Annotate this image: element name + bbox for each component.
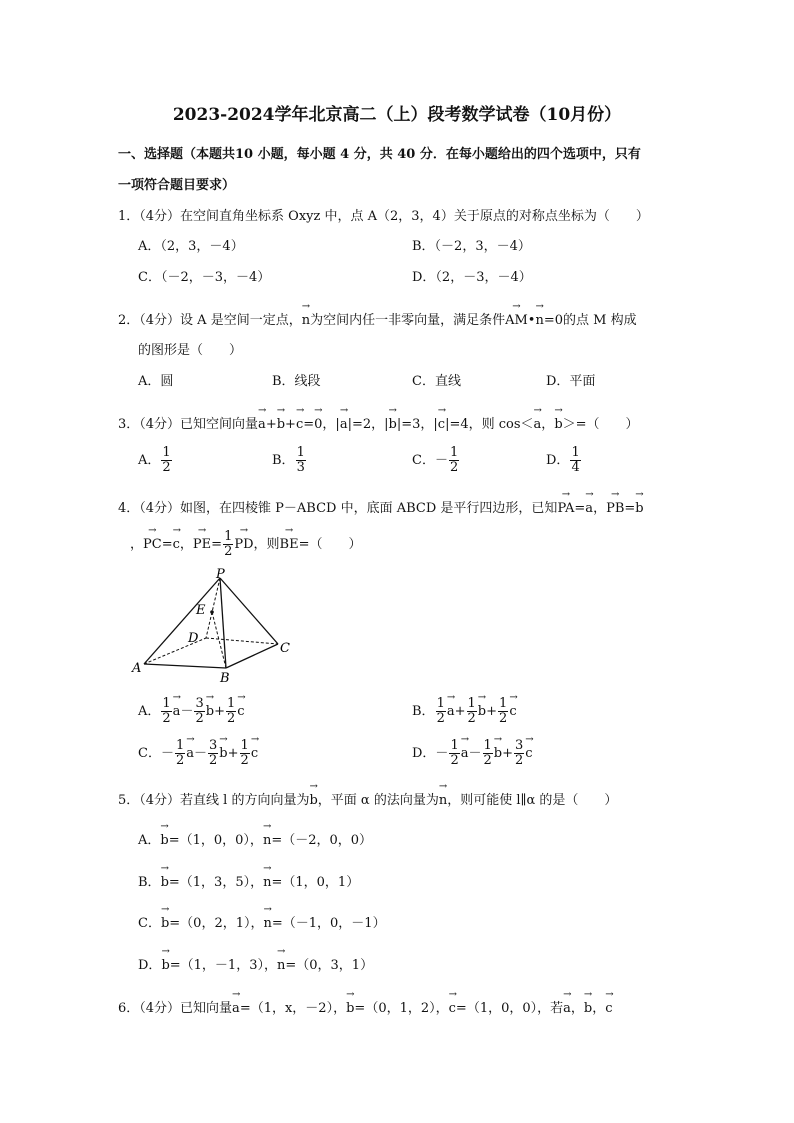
question-4-stem: 4．（4分）如图，在四棱锥 P－ABCD 中，底面 ABCD 是平行四边形，已知→ PA=→ a，→ PB=→ b [118, 494, 644, 518]
section-heading-line2: 一项符合题目要求） [118, 178, 236, 193]
question-2-stem-line2: 的图形是（ ） [138, 343, 243, 358]
q4-option-c: C．－ $\frac{1}{2}$ → a－ $\frac{3}{2}$ → b+ $\frac{1}{2}$ → c [138, 739, 258, 768]
edge-pb [220, 578, 226, 668]
q1-option-b: B．（－2，3，－4） [412, 239, 531, 254]
label-d: D [188, 631, 199, 646]
label-c: C [280, 641, 290, 656]
point-e [210, 610, 214, 614]
q3-option-b: B． $\frac{1}{3}$ [272, 445, 305, 475]
label-b: B [220, 671, 230, 686]
vector-am: → AM [505, 306, 528, 330]
vector-n: → n [535, 306, 543, 330]
edge-ab [144, 664, 226, 668]
edge-bc [226, 644, 278, 668]
q5-option-c: C．→ b=（0，2，1），→ n=（－1，0，－1） [138, 909, 386, 933]
question-6-stem: 6．（4分）已知向量→ a=（1，x，－2），→ b=（0，1，2），→ c=（1，0，0），若→ a，→ b，→ c [118, 994, 613, 1018]
q1-option-a: A．（2，3，－4） [138, 239, 244, 254]
q3-option-c: C．－ $\frac{1}{2}$ [412, 445, 459, 475]
q5-option-d: D．→ b=（1，－1，3），→ n=（0，3，1） [138, 951, 373, 975]
question-2-stem: 2．（4分）设 A 是空间一定点，→ n为空间内任一非零向量，满足条件→ AM•→ n=0的点 M 构成 [118, 306, 637, 330]
page-title: 2023-2024学年北京高二（上）段考数学试卷（10月份） [172, 105, 622, 125]
q2-option-d: D．平面 [546, 374, 596, 389]
q5-option-a: A．→ b=（1，0，0），→ n=（－2，0，0） [138, 826, 372, 850]
q1-option-c: C．（－2，－3，－4） [138, 270, 271, 285]
question-5-stem: 5．（4分）若直线 l 的方向向量为→ b，平面 α 的法向量为→ n，则可能使 l∥α 的是（ ） [118, 786, 617, 810]
q1-option-d: D．（2，－3，－4） [412, 270, 532, 285]
edge-pa [144, 578, 220, 664]
section-heading-line1: 一、选择题（本题共10 小题，每小题 4 分，共 40 分．在每小题给出的四个选项中，只有 [118, 147, 641, 162]
q4-option-b: B． $\frac{1}{2}$ → a+ $\frac{1}{2}$ → b+ $\frac{1}{2}$ → c [412, 697, 517, 726]
question-4-stem-line2: ，→ PC=→ c，→ PE= $\frac{1}{2}$ → PD，则→ BE=（ ） [130, 530, 362, 559]
label-a: A [132, 661, 142, 676]
q3-option-a: A． $\frac{1}{2}$ [138, 445, 171, 475]
q2-option-a: A．圆 [138, 374, 174, 389]
question-1-stem: 1．（4分）在空间直角坐标系 Oxyz 中，点 A（2，3，4）关于原点的对称点坐标为（ ） [118, 209, 649, 224]
edge-pc [220, 578, 278, 644]
vector-n: → n [302, 306, 310, 330]
q4-option-a: A． $\frac{1}{2}$ → a－ $\frac{3}{2}$ → b+ $\frac{1}{2}$ → c [138, 697, 245, 726]
q5-option-b: B．→ b=（1，3，5），→ n=（1，0，1） [138, 868, 359, 892]
edge-dc [206, 638, 278, 644]
q2-option-c: C．直线 [412, 374, 461, 389]
q4-option-d: D．－ $\frac{1}{2}$ → a－ $\frac{1}{2}$ → b+ $\frac{3}{2}$ → c [412, 739, 533, 768]
edge-pd [206, 578, 220, 638]
question-3-stem: 3．（4分）已知空间向量→ a+→ b+→ c=→ 0，|→ a|=2，|→ b|=3，|→ c|=4，则 cos＜→ a，→ b＞=（ ） [118, 410, 639, 434]
pyramid-figure [130, 566, 310, 686]
label-p: P [216, 567, 225, 582]
q3-option-d: D． $\frac{1}{4}$ [546, 445, 580, 475]
q2-option-b: B．线段 [272, 374, 321, 389]
label-e: E [196, 603, 206, 618]
